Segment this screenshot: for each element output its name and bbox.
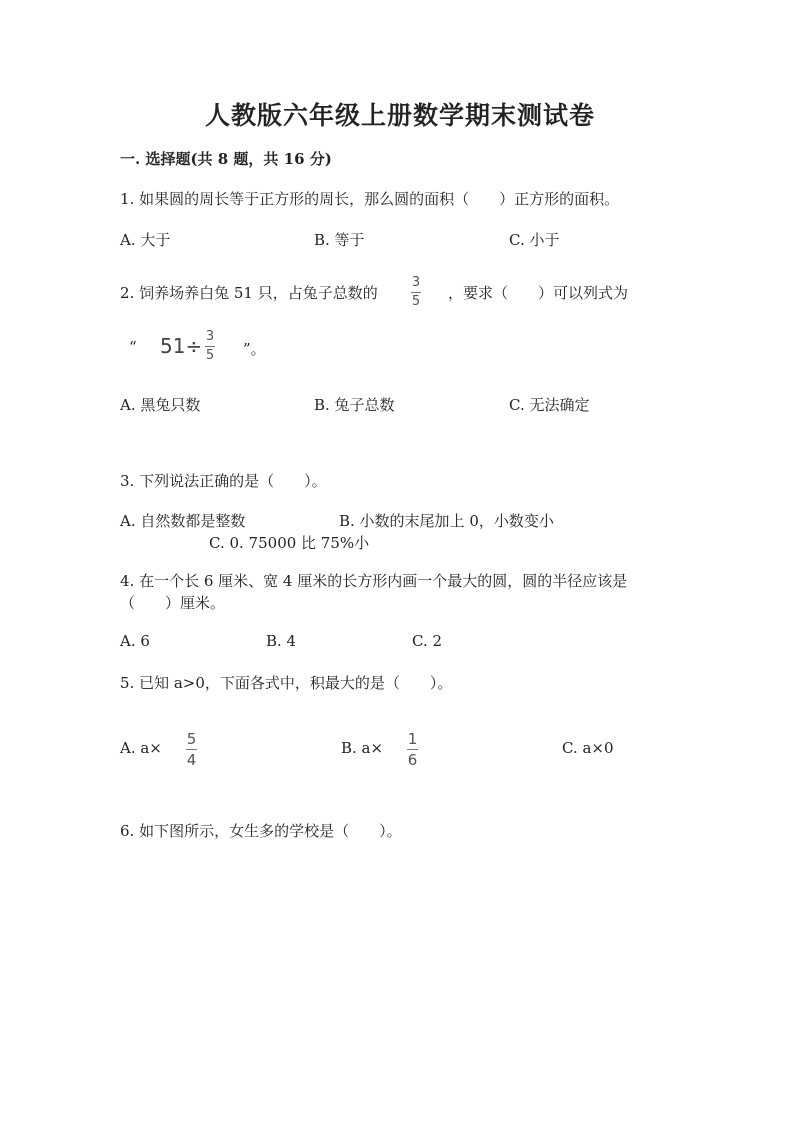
question-2-text-before: 2. 饲养场养白兔 51 只，占兔子总数的 bbox=[120, 284, 378, 302]
fraction-bar bbox=[186, 749, 197, 750]
question-5-option-c: C. a×0 bbox=[562, 739, 614, 757]
fraction-bar bbox=[411, 292, 421, 293]
question-5-text: 5. 已知 a>0，下面各式中，积最大的是（ ）。 bbox=[120, 674, 453, 692]
fraction-denominator: 6 bbox=[407, 751, 418, 769]
question-5-option-b: B. a× bbox=[341, 739, 384, 757]
question-5-option-a-fraction bbox=[186, 731, 197, 768]
question-2-expression: 51÷ bbox=[160, 334, 203, 358]
question-2-quote-open: “ bbox=[129, 338, 137, 356]
section-heading: 一. 选择题(共 8 题，共 16 分) bbox=[120, 150, 332, 168]
question-2-quote-close: ”。 bbox=[243, 340, 266, 358]
question-1-option-b: B. 等于 bbox=[314, 231, 365, 249]
fraction-numerator: 3 bbox=[411, 275, 421, 290]
question-2-fraction bbox=[411, 276, 421, 309]
fraction-denominator: 5 bbox=[411, 294, 421, 309]
question-1-option-c: C. 小于 bbox=[509, 231, 560, 249]
question-1-text: 1. 如果圆的周长等于正方形的周长，那么圆的面积（ ）正方形的面积。 bbox=[120, 190, 620, 208]
fraction-numerator: 5 bbox=[186, 730, 197, 748]
question-3-option-c: C. 0. 75000 比 75%小 bbox=[209, 534, 370, 552]
fraction-denominator: 5 bbox=[205, 348, 215, 363]
question-1-option-a: A. 大于 bbox=[120, 231, 171, 249]
fraction-numerator: 3 bbox=[205, 329, 215, 344]
question-4-option-a: A. 6 bbox=[120, 632, 150, 650]
question-2-option-a: A. 黑兔只数 bbox=[120, 396, 201, 414]
fraction-numerator: 1 bbox=[407, 730, 418, 748]
question-4-text-line1: 4. 在一个长 6 厘米、宽 4 厘米的长方形内画一个最大的圆，圆的半径应该是 bbox=[120, 572, 628, 590]
fraction-bar bbox=[205, 346, 215, 347]
question-5-option-b-fraction bbox=[407, 731, 418, 768]
page-title: 人教版六年级上册数学期末测试卷 bbox=[204, 101, 595, 130]
question-4-option-c: C. 2 bbox=[412, 632, 443, 650]
question-3-text: 3. 下列说法正确的是（ ）。 bbox=[120, 472, 327, 490]
question-6-text: 6. 如下图所示，女生多的学校是（ ）。 bbox=[120, 822, 402, 840]
question-2-text-after: ，要求（ ）可以列式为 bbox=[448, 284, 629, 302]
question-5-option-a: A. a× bbox=[120, 739, 162, 757]
question-2-option-b: B. 兔子总数 bbox=[314, 396, 395, 414]
question-3-option-a: A. 自然数都是整数 bbox=[120, 512, 246, 530]
question-2-option-c: C. 无法确定 bbox=[509, 396, 590, 414]
question-2-expression-fraction bbox=[205, 330, 215, 363]
question-3-option-b: B. 小数的末尾加上 0，小数变小 bbox=[339, 512, 554, 530]
fraction-bar bbox=[407, 749, 418, 750]
question-4-text-line2: （ ）厘米。 bbox=[120, 594, 226, 612]
question-4-option-b: B. 4 bbox=[266, 632, 297, 650]
fraction-denominator: 4 bbox=[186, 751, 197, 769]
